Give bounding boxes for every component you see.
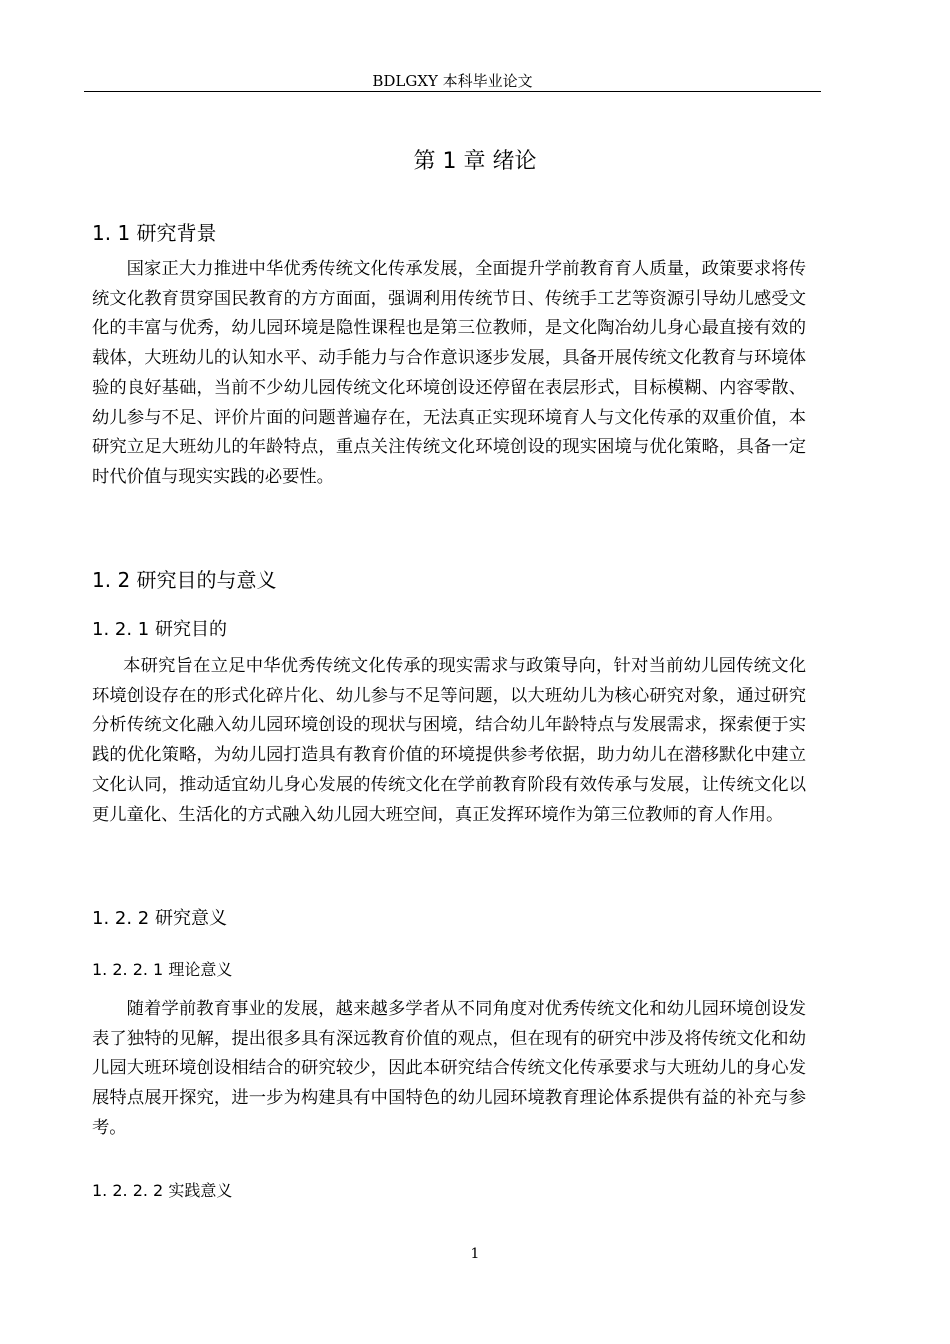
- page-number: 1: [470, 1246, 480, 1262]
- section-heading-1-2-1: 1. 2. 1 研究目的: [92, 619, 227, 640]
- chapter-title: 第 1 章 绪论: [413, 149, 537, 174]
- section-1-1-paragraph: 国家正大力推进中华优秀传统文化传承发展，全面提升学前教育育人质量，政策要求将传统文化教育贯穿国民教育的方方面面，强调利用传统节日、传统手工艺等资源引导幼儿感受文化的丰富与优秀，幼儿园环境是隐性课程也是第三位教师，是文化陶冶幼儿身心最直接有效的载体，大班幼儿的认知水平、动手能力与合作意识逐步发展，具备开展传统文化教育与环境体验的良好基础，当前不少幼儿园传统文化环境创设还停留在表层形式，目标模糊、内容零散、幼儿参与不足、评价片面的问题普遍存在，无法真正实现环境育人与文化传承的双重价值，本研究立足大班幼儿的年龄特点，重点关注传统文化环境创设的现实困境与优化策略，具备一定时代价值与现实实践的必要性。: [92, 259, 806, 487]
- section-heading-1-2: 1. 2 研究目的与意义: [92, 568, 277, 592]
- running-header: BDLGXY 本科毕业论文: [372, 72, 533, 90]
- section-heading-1-2-2-2: 1. 2. 2. 2 实践意义: [92, 1181, 233, 1200]
- section-heading-1-2-2: 1. 2. 2 研究意义: [92, 908, 227, 929]
- header-rule: [84, 91, 821, 92]
- section-1-2-2-1-paragraph: 随着学前教育事业的发展，越来越多学者从不同角度对优秀传统文化和幼儿园环境创设发表了独特的见解，提出很多具有深远教育价值的观点，但在现有的研究中涉及将传统文化和幼儿园大班环境创设相结合的研究较少，因此本研究结合传统文化传承要求与大班幼儿的身心发展特点展开探究，进一步为构建具有中国特色的幼儿园环境教育理论体系提供有益的补充与参考。: [92, 999, 806, 1138]
- section-heading-1-2-2-1: 1. 2. 2. 1 理论意义: [92, 960, 233, 979]
- section-heading-1-1: 1. 1 研究背景: [92, 221, 217, 245]
- section-1-2-1-paragraph: 本研究旨在立足中华优秀传统文化传承的现实需求与政策导向，针对当前幼儿园传统文化环境创设存在的形式化碎片化、幼儿参与不足等问题，以大班幼儿为核心研究对象，通过研究分析传统文化融入幼儿园环境创设的现状与困境，结合幼儿年龄特点与发展需求，探索便于实践的优化策略，为幼儿园打造具有教育价值的环境提供参考依据，助力幼儿在潜移默化中建立文化认同，推动适宜幼儿身心发展的传统文化在学前教育阶段有效传承与发展，让传统文化以更儿童化、生活化的方式融入幼儿园大班空间，真正发挥环境作为第三位教师的育人作用。: [92, 656, 806, 825]
